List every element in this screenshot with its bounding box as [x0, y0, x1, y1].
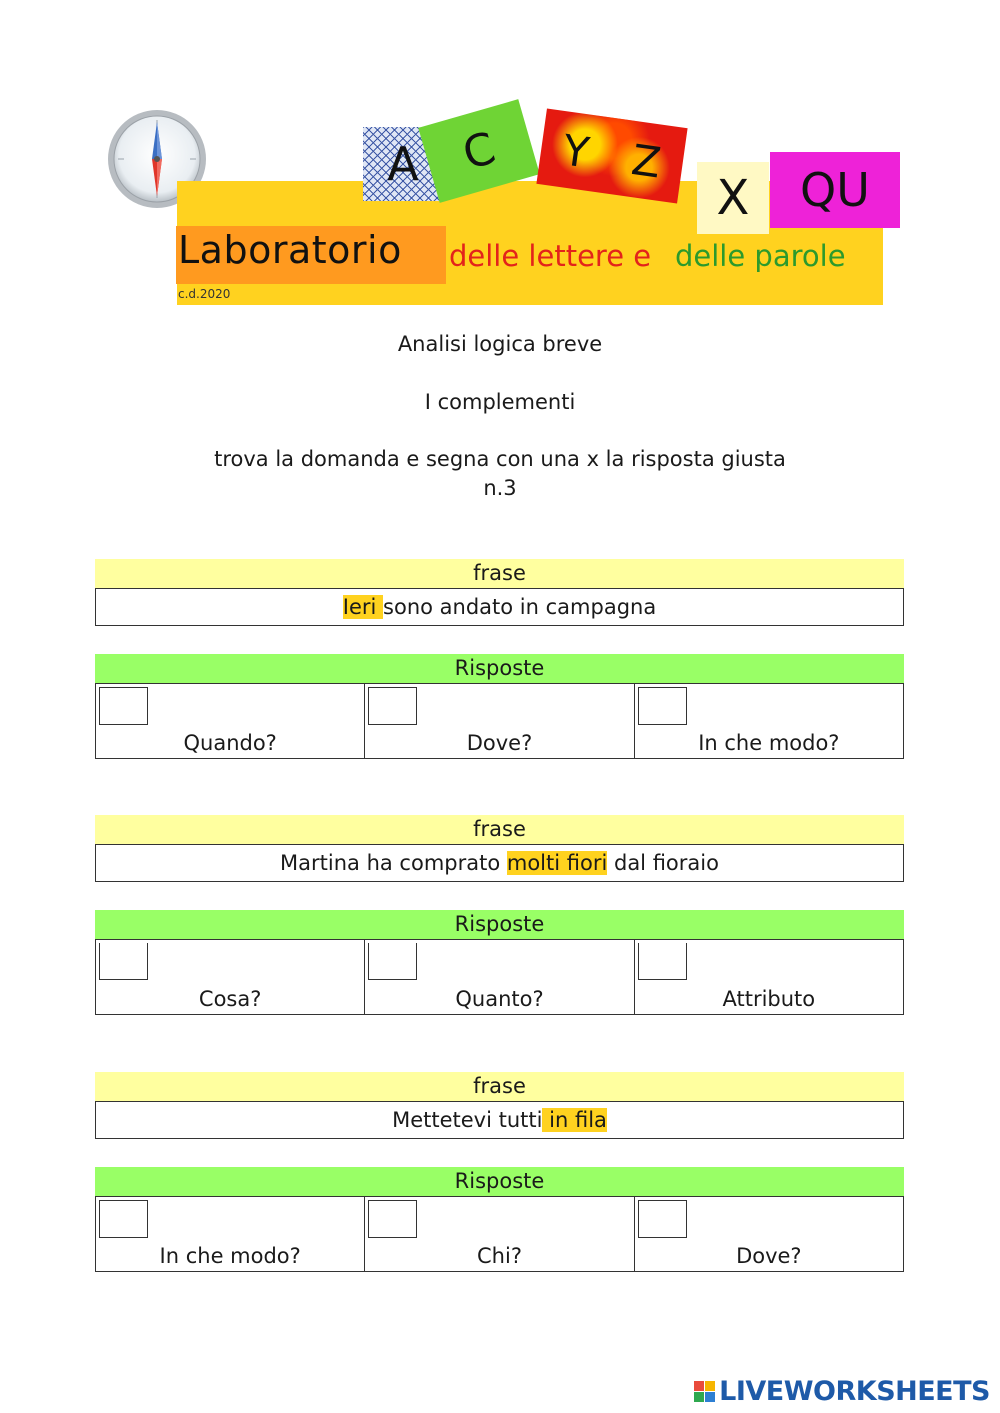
answer-option — [365, 684, 634, 758]
answer-label: Cosa? — [198, 987, 262, 1011]
sentence-highlight: in fila — [542, 1108, 607, 1132]
sentence-part: Mettetevi tutti — [392, 1108, 543, 1132]
exercise-3-sentence — [95, 1072, 904, 1139]
answer-checkbox[interactable] — [99, 943, 148, 980]
answer-option — [96, 684, 365, 758]
tile-letter: Y — [559, 124, 593, 177]
answer-checkbox[interactable] — [638, 687, 687, 725]
answer-checkbox[interactable] — [638, 1200, 687, 1238]
answer-label: Quanto? — [455, 987, 544, 1011]
intro-number: n.3 — [483, 476, 517, 500]
sentence-part: sono andato in campagna — [383, 595, 657, 619]
tile-letter: QU — [800, 163, 870, 217]
answer-label: In che modo? — [159, 1244, 301, 1268]
answer-option — [635, 684, 903, 758]
sentence-highlight: molti fiori — [506, 851, 608, 875]
intro-instructions: trova la domanda e segna con una x la risposta giusta — [214, 447, 786, 471]
letter-tile-qu — [770, 152, 900, 228]
answer-checkbox[interactable] — [368, 943, 417, 980]
exercise-3-answers — [95, 1167, 904, 1272]
tile-letter: C — [457, 122, 501, 180]
answer-label: Chi? — [477, 1244, 522, 1268]
intro-heading: Analisi logica breve — [397, 332, 603, 356]
answers-header: Risposte — [95, 654, 904, 683]
answer-checkbox[interactable] — [368, 1200, 417, 1238]
answer-label: In che modo? — [698, 731, 840, 755]
answer-label: Dove? — [736, 1244, 802, 1268]
exercise-1-sentence — [95, 559, 904, 626]
answer-option — [96, 940, 365, 1014]
answers-header: Risposte — [95, 1167, 904, 1196]
answer-checkbox[interactable] — [368, 687, 417, 725]
sentence-part: dal fioraio — [607, 851, 719, 875]
answer-option — [635, 940, 903, 1014]
answers-row — [95, 939, 904, 1015]
answers-row — [95, 683, 904, 759]
tile-letter: A — [387, 137, 419, 191]
answer-label: Attributo — [722, 987, 816, 1011]
credit-text: c.d.2020 — [178, 287, 231, 301]
liveworksheets-logo-icon — [694, 1381, 715, 1402]
letter-tile-x — [697, 162, 769, 234]
answer-checkbox[interactable] — [99, 687, 148, 725]
sentence-text — [95, 1101, 904, 1139]
answer-label: Dove? — [466, 731, 533, 755]
sentence-text — [95, 588, 904, 626]
sentence-header: frase — [95, 1072, 904, 1101]
header-banner — [0, 0, 1000, 320]
answers-header: Risposte — [95, 910, 904, 939]
brand-name: LIVEWORKSHEETS — [719, 1376, 990, 1407]
sentence-highlight: Ieri — [342, 595, 384, 619]
exercise-2-sentence — [95, 815, 904, 882]
answers-row — [95, 1196, 904, 1272]
footer-brand — [694, 1376, 990, 1407]
intro-topic: I complementi — [424, 390, 576, 414]
answer-option — [96, 1197, 365, 1271]
exercise-2-answers — [95, 910, 904, 1015]
page-subtitle-red: delle lettere e — [449, 239, 652, 273]
sentence-part: Martina ha comprato — [280, 851, 507, 875]
answer-option — [365, 940, 634, 1014]
page-title: Laboratorio — [178, 228, 402, 272]
tile-letter: X — [716, 170, 750, 226]
sentence-header: frase — [95, 815, 904, 844]
answer-checkbox[interactable] — [638, 943, 687, 980]
answer-checkbox[interactable] — [99, 1200, 148, 1238]
page-subtitle-green: delle parole — [675, 239, 846, 273]
sentence-text — [95, 844, 904, 882]
answer-option — [365, 1197, 634, 1271]
sentence-header: frase — [95, 559, 904, 588]
answer-label: Quando? — [183, 731, 277, 755]
tile-letter: Z — [628, 134, 665, 188]
exercise-1-answers — [95, 654, 904, 759]
answer-option — [635, 1197, 903, 1271]
